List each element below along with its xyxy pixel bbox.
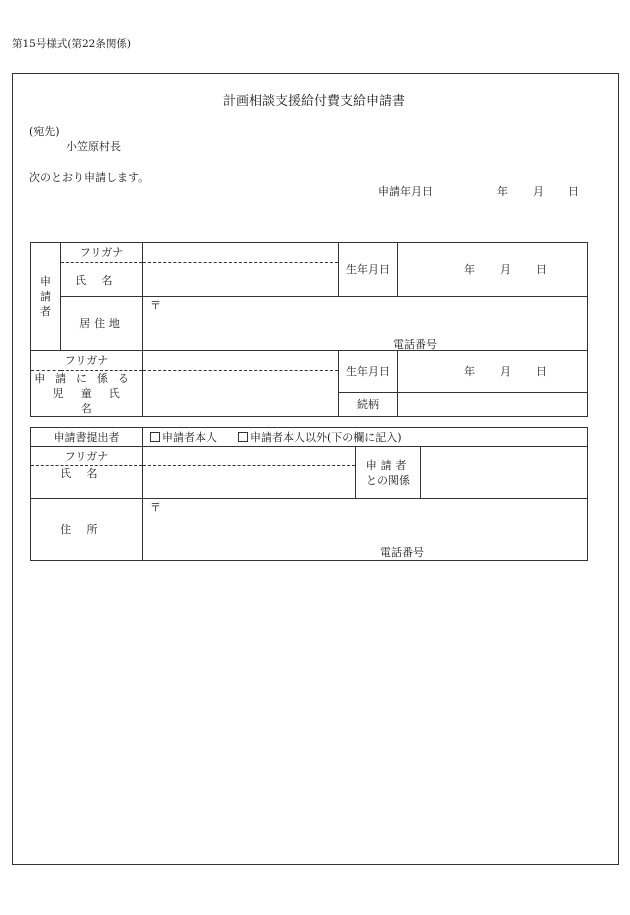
child-birth-day: 日 xyxy=(536,364,547,378)
child-furigana-field[interactable] xyxy=(143,351,339,371)
submitter-furigana-field[interactable] xyxy=(143,447,356,466)
applicant-birth-year: 年 xyxy=(464,262,475,276)
application-date-day: 日 xyxy=(568,185,579,198)
intro-text: 次のとおり申請します。 xyxy=(29,171,150,184)
submitter-postal-mark: 〒 xyxy=(150,501,161,514)
child-birthdate-label: 生年月日 xyxy=(339,351,398,393)
applicant-postal-mark: 〒 xyxy=(150,299,161,312)
applicant-phone-label: 電話番号 xyxy=(393,338,437,351)
submitter-label: 申請書提出者 xyxy=(31,428,143,447)
child-furigana-label: フリガナ xyxy=(31,351,143,371)
child-name-label: 申請に係る 児童氏名 xyxy=(31,371,143,417)
application-date-month: 月 xyxy=(533,185,544,198)
child-relation-field[interactable] xyxy=(398,393,588,417)
option-other-checkbox[interactable] xyxy=(238,432,248,442)
applicant-birth-day: 日 xyxy=(536,262,547,276)
application-date-year: 年 xyxy=(497,185,508,198)
submitter-relation-label: 申請者 との関係 xyxy=(356,447,421,499)
child-birth-year: 年 xyxy=(464,364,475,378)
child-birth-month: 月 xyxy=(500,364,511,378)
child-birthdate-field[interactable] xyxy=(398,351,588,393)
applicant-name-field[interactable] xyxy=(143,263,339,297)
submitter-name-label: 氏名 xyxy=(31,466,143,499)
option-other-label: 申請者本人以外(下の欄に記入) xyxy=(250,430,402,444)
submitter-options xyxy=(143,428,588,447)
option-self-checkbox[interactable] xyxy=(150,432,160,442)
form-number: 第15号様式(第22条関係) xyxy=(12,38,131,50)
applicant-birthdate-field[interactable] xyxy=(398,243,588,297)
addressee: 小笠原村長 xyxy=(66,140,121,153)
applicant-address-label: 居住地 xyxy=(61,297,143,351)
applicant-furigana-label: フリガナ xyxy=(61,243,143,263)
submitter-name-field[interactable] xyxy=(143,466,356,499)
submitter-furigana-label: フリガナ xyxy=(31,447,143,466)
submitter-address-field[interactable] xyxy=(143,499,588,561)
applicant-name-label: 氏名 xyxy=(61,263,143,297)
applicant-address-field[interactable] xyxy=(143,297,588,351)
submitter-table xyxy=(30,427,588,561)
form-title: 計画相談支援給付費支給申請書 xyxy=(223,94,406,109)
submitter-address-label: 住所 xyxy=(31,499,143,561)
child-name-field[interactable] xyxy=(143,371,339,417)
submitter-relation-field[interactable] xyxy=(421,447,588,499)
option-self-label: 申請者本人 xyxy=(162,430,217,444)
application-date-label: 申請年月日 xyxy=(378,185,433,198)
addressee-label: (宛先) xyxy=(29,125,60,138)
submitter-phone-label: 電話番号 xyxy=(380,546,424,559)
child-relation-label: 続柄 xyxy=(339,393,398,417)
applicant-birth-month: 月 xyxy=(500,262,511,276)
applicant-birthdate-label: 生年月日 xyxy=(339,243,398,297)
applicant-table xyxy=(30,242,588,417)
applicant-section-label: 申 請 者 xyxy=(31,243,61,351)
applicant-furigana-field[interactable] xyxy=(143,243,339,263)
